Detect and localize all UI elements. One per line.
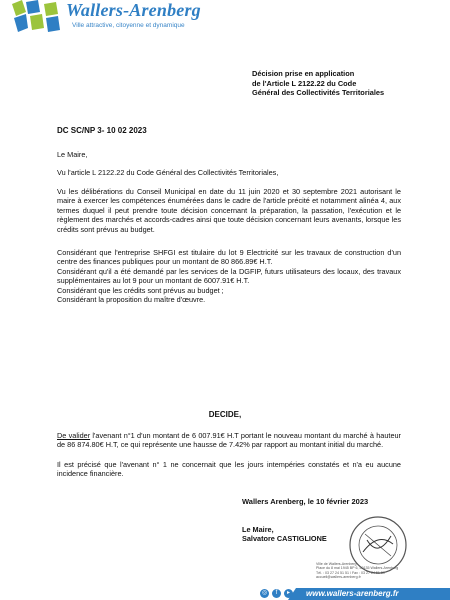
deliberations-paragraph: Vu les délibérations du Conseil Municipal en date du 11 juin 2020 et 30 septembre 2021 autorisant le maire à exercer les compétences énumérées dans le cadre de l'article précité et notamment alinéa 4, aux termes duquel il peut prendre toute décision concernant la préparation, la passation, l'exécution et le règlement des marchés et accords-cadres ainsi que toute décision concernant leurs avenants, lorsque les crédits sont prévus au budget. xyxy=(57,187,401,234)
header-line-3: Général des Collectivités Territoriales xyxy=(252,88,385,98)
signatory-title: Le Maire, xyxy=(242,525,274,534)
place-date: Wallers Arenberg, le 10 février 2023 xyxy=(242,497,369,506)
footer-address xyxy=(316,562,436,580)
salutation: Le Maire, xyxy=(57,150,88,159)
decision-header xyxy=(252,69,442,98)
town-logo xyxy=(8,0,228,40)
logo-emblem-icon xyxy=(8,0,64,36)
address-line: Ville de Wallers-Arenberg xyxy=(316,562,357,566)
signature-block xyxy=(242,525,327,544)
website-link[interactable]: www.wallers-arenberg.fr xyxy=(306,589,399,598)
signatory-name: Salvatore CASTIGLIONE xyxy=(242,534,327,544)
address-line: Place du 8 mai 1945 BP 6, 59135 Wallers-Arenberg xyxy=(316,566,399,571)
decision-text: l'avenant n°1 d'un montant de 6 007.91€ H.T portant le nouveau montant du marché à hauteur de 86 874.80€ H.T, ce qui représente une hausse de 7.42% par rapport au montant initial du marché. xyxy=(57,431,401,450)
header-line-1: Décision prise en application xyxy=(252,69,355,78)
considerants-block xyxy=(57,248,401,304)
header-line-2: de l'Article L 2122.22 du Code xyxy=(252,78,357,88)
legal-basis: Vu l'article L 2122.22 du Code Général des Collectivités Territoriales, xyxy=(57,168,279,177)
decision-reference: DC SC/NP 3- 10 02 2023 xyxy=(57,126,147,135)
instagram-icon[interactable]: ◎ xyxy=(261,590,268,596)
considerant-1: Considérant que l'entreprise SHFGI est titulaire du lot 9 Electricité sur les travaux de construction d'un centre des finances publiques pour un montant de 80 866.89€ H.T. xyxy=(57,248,401,267)
address-line: Tél. : 03 27 24 51 51 / Fax : 03 27 24 51 50 xyxy=(316,570,385,575)
facebook-icon[interactable]: f xyxy=(272,589,281,598)
logo-title: Wallers-Arenberg xyxy=(66,0,201,20)
considerant-4: Considérant la proposition du maître d'œuvre. xyxy=(57,295,206,305)
considerant-3: Considérant que les crédits sont prévus au budget ; xyxy=(57,285,224,295)
decision-lead: De valider xyxy=(57,431,91,440)
address-line: accueil@wallers-arenberg.fr xyxy=(316,575,361,580)
decide-heading: DECIDE, xyxy=(208,410,242,419)
considerant-2: Considérant qu'il a été demandé par les services de la DGFIP, futurs utilisateurs des locaux, des travaux supplémentaires au lot 9 pour un montant de 6007.91€ H.T. xyxy=(57,266,401,286)
decision-paragraph xyxy=(57,431,401,450)
youtube-icon[interactable]: ▸ xyxy=(284,589,293,598)
precision-paragraph: Il est précisé que l'avenant n° 1 ne concernait que les jours intempéries constatés et n'a eu aucune incidence financière. xyxy=(57,460,401,479)
logo-tagline: Ville attractive, citoyenne et dynamique xyxy=(72,22,185,29)
